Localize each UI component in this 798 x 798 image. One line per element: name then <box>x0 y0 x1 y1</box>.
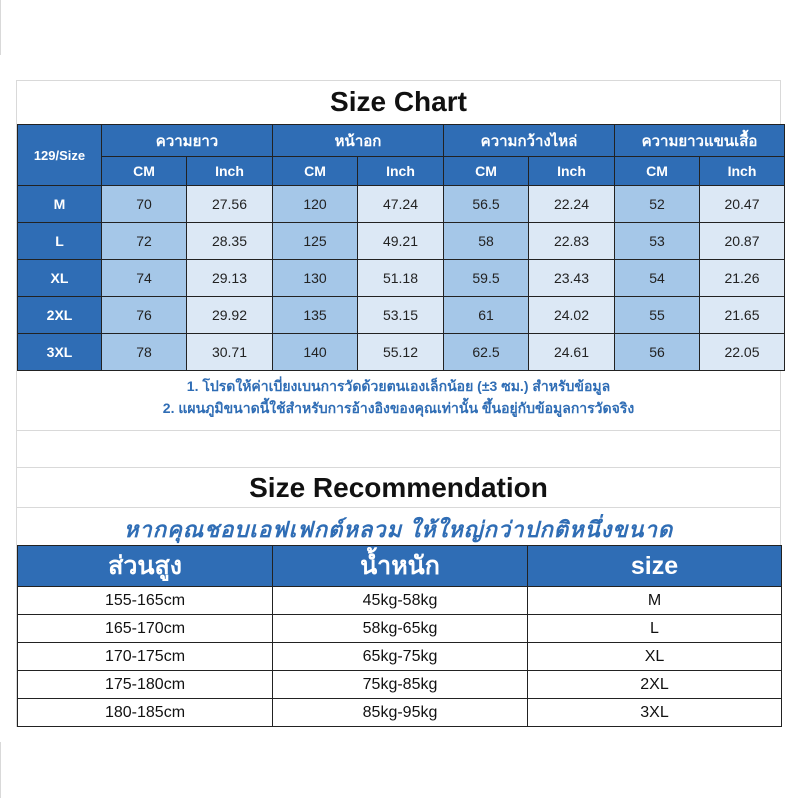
size-header: size <box>528 546 782 587</box>
length-inch: 29.92 <box>187 297 273 334</box>
length-cm: 72 <box>102 223 187 260</box>
weight-range: 65kg-75kg <box>273 643 528 671</box>
unit-inch: Inch <box>700 157 785 186</box>
measurement-notes <box>17 375 780 419</box>
shoulder-inch: 23.43 <box>529 260 615 297</box>
chest-cm: 130 <box>273 260 358 297</box>
size-label: 2XL <box>18 297 102 334</box>
weight-range: 45kg-58kg <box>273 587 528 615</box>
shoulder-cm: 56.5 <box>444 186 529 223</box>
weight-range: 75kg-85kg <box>273 671 528 699</box>
size-recommendation-table <box>17 545 782 727</box>
shoulder-inch: 24.02 <box>529 297 615 334</box>
table-row <box>18 699 782 727</box>
height-range: 175-180cm <box>18 671 273 699</box>
sleeve-cm: 55 <box>615 297 700 334</box>
divider <box>17 430 780 431</box>
sleeve-inch: 20.87 <box>700 223 785 260</box>
fit-tagline: หากคุณชอบเอฟเฟกต์หลวม ให้ใหญ่กว่าปกติหนึ่งขนาด <box>123 517 674 542</box>
table-row <box>18 643 782 671</box>
recommended-size: L <box>528 615 782 643</box>
size-label: M <box>18 186 102 223</box>
chest-cm: 140 <box>273 334 358 371</box>
recommended-size: 3XL <box>528 699 782 727</box>
height-range: 170-175cm <box>18 643 273 671</box>
length-inch: 29.13 <box>187 260 273 297</box>
length-inch: 27.56 <box>187 186 273 223</box>
length-cm: 78 <box>102 334 187 371</box>
sleeve-inch: 21.26 <box>700 260 785 297</box>
shoulder-cm: 61 <box>444 297 529 334</box>
group-sleeve: ความยาวแขนเสื้อ <box>615 125 785 157</box>
divider <box>17 507 780 508</box>
height-range: 165-170cm <box>18 615 273 643</box>
weight-header: น้ำหนัก <box>273 546 528 587</box>
length-cm: 70 <box>102 186 187 223</box>
table-row <box>18 615 782 643</box>
group-shoulder: ความกว้างไหล่ <box>444 125 615 157</box>
size-label: L <box>18 223 102 260</box>
size-recommendation-title: Size Recommendation <box>249 472 548 503</box>
sleeve-inch: 22.05 <box>700 334 785 371</box>
divider <box>17 467 780 468</box>
length-inch: 30.71 <box>187 334 273 371</box>
table-row <box>18 587 782 615</box>
sleeve-cm: 53 <box>615 223 700 260</box>
unit-cm: CM <box>102 157 187 186</box>
note-1: 1. โปรดให้ค่าเบี่ยงเบนการวัดด้วยตนเองเล็กน้อย (±3 ซม.) สำหรับข้อมูล <box>186 378 611 394</box>
sleeve-cm: 56 <box>615 334 700 371</box>
length-cm: 76 <box>102 297 187 334</box>
shoulder-inch: 22.24 <box>529 186 615 223</box>
sleeve-cm: 54 <box>615 260 700 297</box>
weight-range: 58kg-65kg <box>273 615 528 643</box>
unit-inch: Inch <box>358 157 444 186</box>
chest-inch: 53.15 <box>358 297 444 334</box>
chest-cm: 120 <box>273 186 358 223</box>
recommended-size: 2XL <box>528 671 782 699</box>
size-label: XL <box>18 260 102 297</box>
sleeve-inch: 21.65 <box>700 297 785 334</box>
left-edge-mark-bottom <box>0 742 1 798</box>
note-2: 2. แผนภูมิขนาดนี้ใช้สำหรับการอ้างอิงของคุณเท่านั้น ขึ้นอยู่กับข้อมูลการวัดจริง <box>162 400 635 416</box>
sleeve-inch: 20.47 <box>700 186 785 223</box>
group-chest: หน้าอก <box>273 125 444 157</box>
sleeve-cm: 52 <box>615 186 700 223</box>
unit-inch: Inch <box>529 157 615 186</box>
size-row <box>18 297 785 334</box>
shoulder-cm: 58 <box>444 223 529 260</box>
height-range: 155-165cm <box>18 587 273 615</box>
size-row <box>18 334 785 371</box>
corner-size-label: 129/Size <box>18 125 102 186</box>
size-row <box>18 223 785 260</box>
length-cm: 74 <box>102 260 187 297</box>
height-range: 180-185cm <box>18 699 273 727</box>
chest-inch: 49.21 <box>358 223 444 260</box>
left-edge-mark-top <box>0 0 1 55</box>
size-chart-title: Size Chart <box>330 86 467 117</box>
table-row <box>18 671 782 699</box>
recommended-size: M <box>528 587 782 615</box>
unit-cm: CM <box>444 157 529 186</box>
shoulder-inch: 24.61 <box>529 334 615 371</box>
shoulder-cm: 62.5 <box>444 334 529 371</box>
unit-inch: Inch <box>187 157 273 186</box>
shoulder-inch: 22.83 <box>529 223 615 260</box>
chest-cm: 135 <box>273 297 358 334</box>
size-chart-table <box>17 124 785 371</box>
chest-inch: 51.18 <box>358 260 444 297</box>
chest-inch: 47.24 <box>358 186 444 223</box>
height-header: ส่วนสูง <box>18 546 273 587</box>
size-label: 3XL <box>18 334 102 371</box>
unit-cm: CM <box>615 157 700 186</box>
size-row <box>18 186 785 223</box>
length-inch: 28.35 <box>187 223 273 260</box>
chest-cm: 125 <box>273 223 358 260</box>
weight-range: 85kg-95kg <box>273 699 528 727</box>
recommended-size: XL <box>528 643 782 671</box>
group-length: ความยาว <box>102 125 273 157</box>
chest-inch: 55.12 <box>358 334 444 371</box>
unit-cm: CM <box>273 157 358 186</box>
shoulder-cm: 59.5 <box>444 260 529 297</box>
size-row <box>18 260 785 297</box>
